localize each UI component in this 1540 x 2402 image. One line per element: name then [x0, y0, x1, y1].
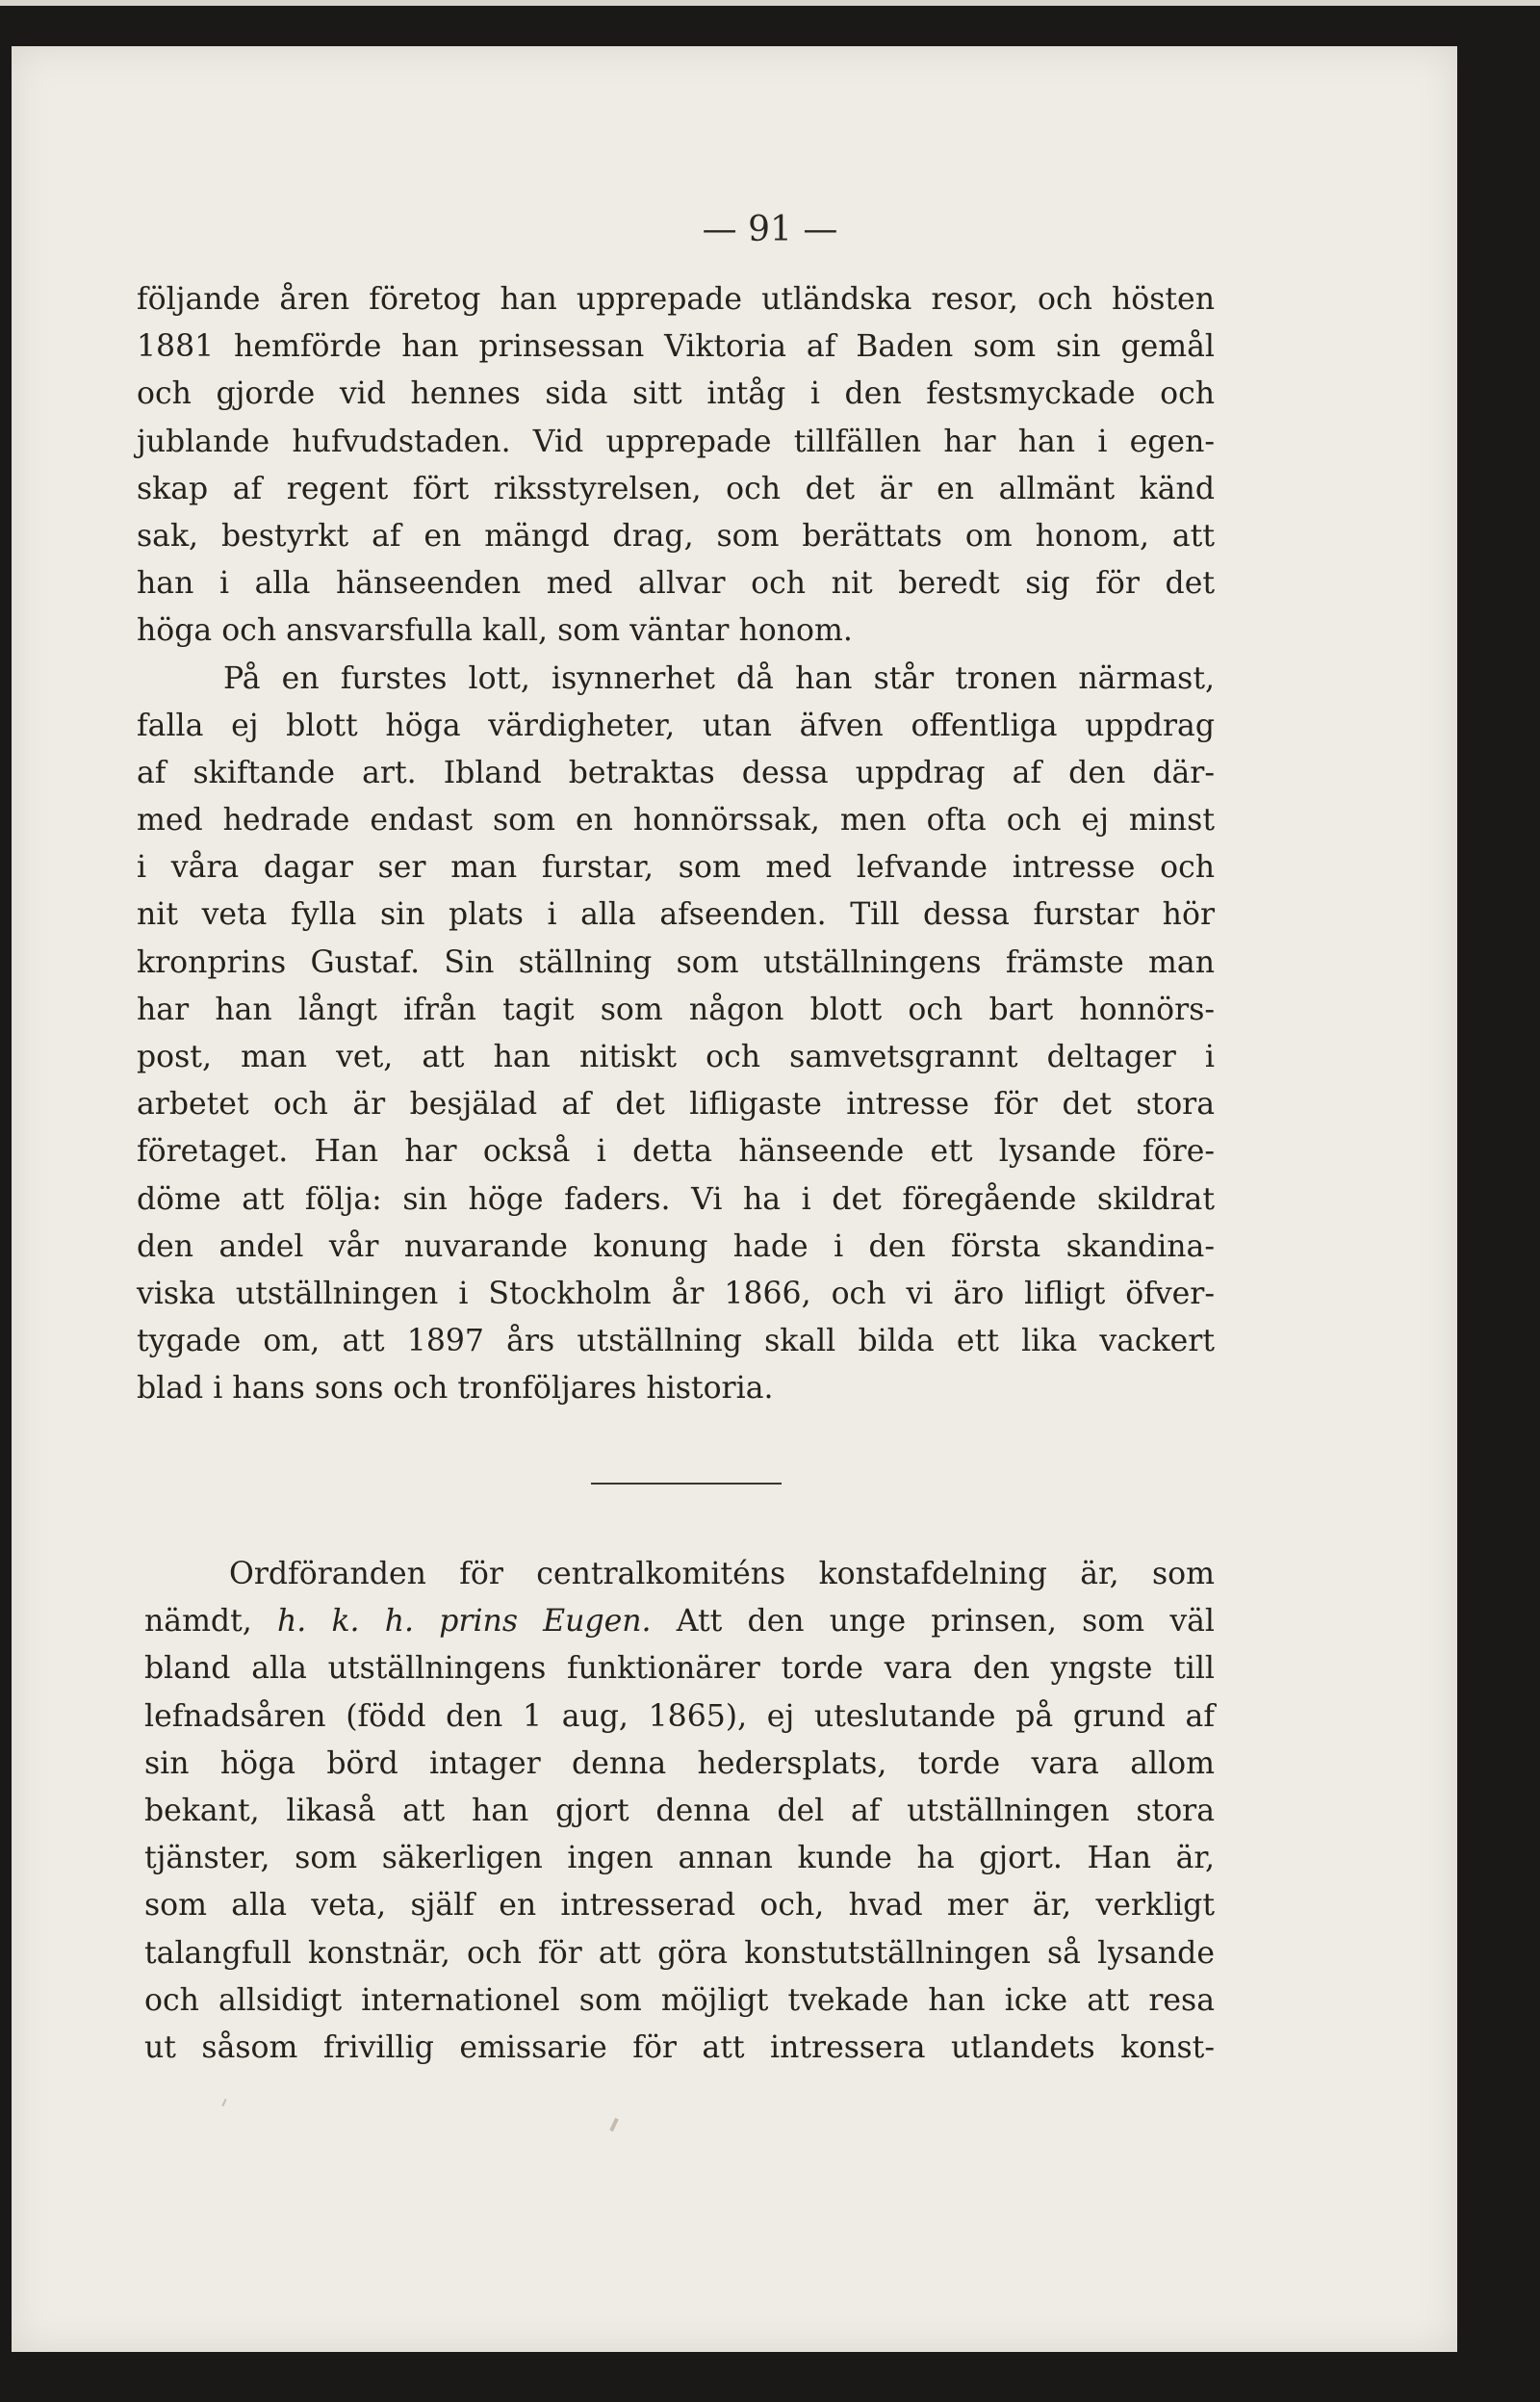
text-line: blad i hans sons och tronföljares historia. — [137, 1371, 774, 1407]
text-block-upper — [137, 276, 1215, 1413]
text-line: 1881 hemförde han prinsessan Viktoria af Baden som sin gemål — [137, 329, 1215, 365]
text-line: och gjorde vid hennes sida sitt intåg i den festsmyckade och — [137, 376, 1215, 412]
text-line: i våra dagar ser man furstar, som med lefvande intresse och — [137, 850, 1215, 886]
italic-name: h. k. h. prins Eugen. — [276, 1604, 652, 1640]
page-top-edge — [0, 0, 1540, 6]
text-line: sak, bestyrkt af en mängd drag, som berättats om honom, att — [137, 518, 1215, 554]
section-divider — [591, 1483, 782, 1485]
text-line: har han långt ifrån tagit som någon blott och bart honnörs- — [137, 992, 1215, 1027]
text-line: kronprins Gustaf. Sin ställning som utställningens främste man — [137, 944, 1215, 980]
text-line: Ordföranden för centralkomiténs konstafdelning är, som — [229, 1557, 1215, 1591]
text-line: af skiftande art. Ibland betraktas dessa uppdrag af den där- — [137, 755, 1215, 790]
text-line: han i alla hänseenden med allvar och nit beredt sig för det — [137, 566, 1215, 602]
text-line: jublande hufvudstaden. Vid upprepade tillfällen har han i egen- — [137, 424, 1215, 459]
text-block-lower — [137, 1551, 1215, 2072]
text-line: och allsidigt internationel som möjligt tvekade han icke att resa — [144, 1982, 1215, 2018]
text-line: post, man vet, att han nitiskt och samvetsgrannt deltager i — [137, 1040, 1215, 1074]
text-line: arbetet och är besjälad af det lifligaste intresse för det stora — [137, 1087, 1215, 1123]
text-line: ut såsom frivillig emissarie för att intressera utlandets konst- — [144, 2029, 1215, 2065]
text-line: bekant, likaså att han gjort denna del af utställningen stora — [144, 1793, 1215, 1828]
text-line: talangfull konstnär, och för att göra konstutställningen så lysande — [144, 1935, 1215, 1971]
text-line: döme att följa: sin höge faders. Vi ha i det föregående skildrat — [137, 1181, 1215, 1217]
text-line: nit veta fylla sin plats i alla afseenden. Till dessa furstar hör — [137, 897, 1215, 933]
page-number: — 91 — — [702, 210, 838, 249]
text-line: På en furstes lott, isynnerhet då han står tronen närmast, — [223, 660, 1215, 696]
text-line: följande åren företog han upprepade utländska resor, och hösten — [137, 282, 1215, 317]
text-line: falla ej blott höga värdigheter, utan äfven offentliga uppdrag — [137, 708, 1215, 743]
text-line: höga och ansvarsfulla kall, som väntar honom. — [137, 613, 853, 649]
text-line: tygade om, att 1897 års utställning skall bilda ett lika vackert — [137, 1324, 1215, 1359]
text-line-with-italic — [137, 1598, 1215, 1645]
text-fragment: Att den unge prinsen, som väl — [651, 1604, 1216, 1640]
text-line: viska utställningen i Stockholm år 1866, och vi äro lifligt öfver- — [137, 1276, 1215, 1311]
text-line: som alla veta, själf en intresserad och, hvad mer är, verkligt — [144, 1888, 1215, 1924]
text-line: skap af regent fört riksstyrelsen, och det är en allmänt känd — [137, 471, 1215, 506]
text-line: den andel vår nuvarande konung hade i den första skandina- — [137, 1228, 1215, 1264]
text-line: företaget. Han har också i detta hänseende ett lysande före- — [137, 1134, 1215, 1170]
text-fragment: nämdt, — [144, 1604, 277, 1640]
text-line: sin höga börd intager denna hedersplats, torde vara allom — [144, 1745, 1215, 1781]
text-line: tjänster, som säkerligen ingen annan kunde ha gjort. Han är, — [144, 1841, 1215, 1876]
text-line: lefnadsåren (född den 1 aug, 1865), ej uteslutande på grund af — [144, 1698, 1215, 1734]
text-line: med hedrade endast som en honnörssak, men ofta och ej minst — [137, 803, 1215, 839]
text-line: bland alla utställningens funktionärer torde vara den yngste till — [144, 1651, 1215, 1687]
